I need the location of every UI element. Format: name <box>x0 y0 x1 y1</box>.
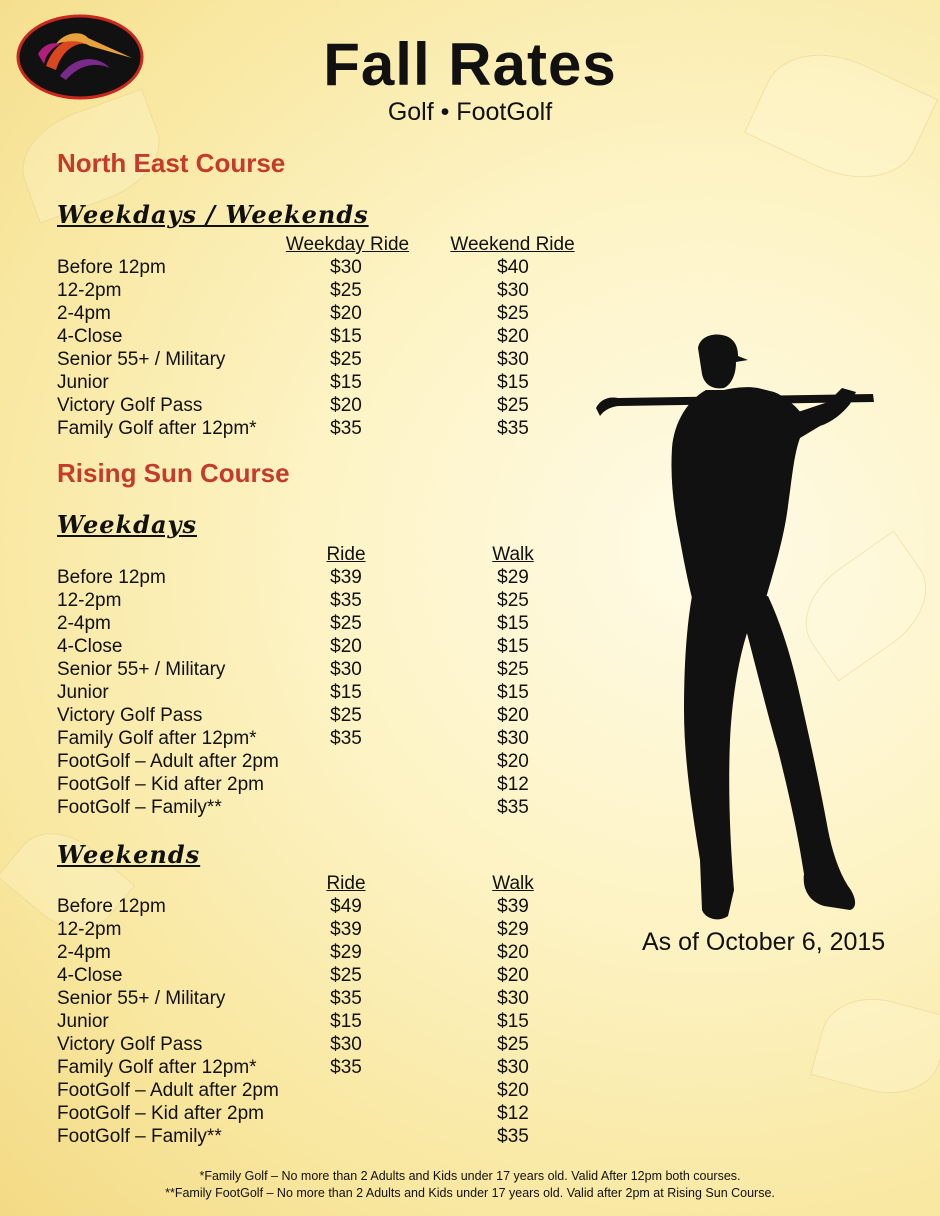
rate-label: Before 12pm <box>57 896 166 917</box>
rate-col2: $25 <box>497 303 529 324</box>
table-row <box>57 1056 617 1079</box>
rate-col2: $30 <box>497 988 529 1009</box>
footnotes <box>0 1168 940 1202</box>
rate-label: Family Golf after 12pm* <box>57 728 257 749</box>
rate-label: 2-4pm <box>57 613 111 634</box>
rate-label: Senior 55+ / Military <box>57 659 226 680</box>
rate-col2: $20 <box>497 942 529 963</box>
table-row <box>57 325 617 348</box>
rate-label: FootGolf – Kid after 2pm <box>57 774 264 795</box>
rate-label: Junior <box>57 1011 109 1032</box>
rate-col2: $30 <box>497 349 529 370</box>
column-header-weekday-ride: Weekday Ride <box>285 234 410 255</box>
rate-col2: $12 <box>497 774 529 795</box>
rate-col2: $20 <box>497 751 529 772</box>
rate-label: 2-4pm <box>57 303 111 324</box>
rate-col1: $35 <box>330 418 362 439</box>
rate-label: Junior <box>57 372 109 393</box>
table-row <box>57 773 617 796</box>
rate-col1: $25 <box>330 349 362 370</box>
table-row <box>57 1033 617 1056</box>
table-row <box>57 612 617 635</box>
table-row <box>57 348 617 371</box>
rate-col2: $12 <box>497 1103 529 1124</box>
rate-col1: $25 <box>330 705 362 726</box>
background-leaf <box>810 986 940 1106</box>
rate-col2: $30 <box>497 280 529 301</box>
table-row <box>57 941 617 964</box>
rate-col1: $25 <box>330 280 362 301</box>
rate-col2: $15 <box>497 1011 529 1032</box>
table-row <box>57 394 617 417</box>
rate-col2: $15 <box>497 636 529 657</box>
column-header-walk: Walk <box>492 873 534 894</box>
table-row <box>57 895 617 918</box>
rate-col2: $25 <box>497 1034 529 1055</box>
rate-label: Before 12pm <box>57 567 166 588</box>
table-row <box>57 1102 617 1125</box>
rate-label: 12-2pm <box>57 919 122 940</box>
rate-label: 4-Close <box>57 326 123 347</box>
rate-col2: $35 <box>497 797 529 818</box>
table-row <box>57 417 617 440</box>
rate-label: Family Golf after 12pm* <box>57 418 257 439</box>
table-row <box>57 796 617 819</box>
page-subtitle: Golf • FootGolf <box>387 98 553 126</box>
rate-col2: $20 <box>497 1080 529 1101</box>
rate-col2: $30 <box>497 1057 529 1078</box>
rate-col1: $35 <box>330 728 362 749</box>
rate-label: Senior 55+ / Military <box>57 349 226 370</box>
rate-label: FootGolf – Adult after 2pm <box>57 1080 279 1101</box>
rate-label: Family Golf after 12pm* <box>57 1057 257 1078</box>
rate-col1: $25 <box>330 613 362 634</box>
table-row <box>57 302 617 325</box>
golfer-silhouette <box>588 330 888 930</box>
rate-label: FootGolf – Kid after 2pm <box>57 1103 264 1124</box>
table-row <box>57 1125 617 1148</box>
column-header-ride: Ride <box>326 873 366 894</box>
rate-label: 2-4pm <box>57 942 111 963</box>
table-row <box>57 1010 617 1033</box>
rate-col2: $39 <box>497 896 529 917</box>
rate-col2: $20 <box>497 705 529 726</box>
rate-col2: $25 <box>497 659 529 680</box>
rate-col1: $15 <box>330 682 362 703</box>
rate-col2: $15 <box>497 682 529 703</box>
column-header-weekend-ride: Weekend Ride <box>450 234 575 255</box>
rate-col1: $20 <box>330 636 362 657</box>
rate-col2: $15 <box>497 372 529 393</box>
rate-col2: $35 <box>497 418 529 439</box>
rate-col1: $39 <box>330 919 362 940</box>
rate-label: 12-2pm <box>57 280 122 301</box>
rate-col1: $30 <box>330 659 362 680</box>
table-row <box>57 279 617 302</box>
rate-col2: $25 <box>497 590 529 611</box>
table-row <box>57 750 617 773</box>
course-heading-rising-sun: Rising Sun Course <box>57 458 290 488</box>
rate-col1: $29 <box>330 942 362 963</box>
rate-label: Victory Golf Pass <box>57 1034 203 1055</box>
rate-col1: $35 <box>330 988 362 1009</box>
rate-label: Victory Golf Pass <box>57 705 203 726</box>
rate-col1: $35 <box>330 1057 362 1078</box>
rate-col1: $15 <box>330 1011 362 1032</box>
rate-col2: $30 <box>497 728 529 749</box>
table-row <box>57 1079 617 1102</box>
rate-col1: $15 <box>330 326 362 347</box>
course-heading-north-east: North East Course <box>57 148 286 178</box>
rate-col1: $30 <box>330 1034 362 1055</box>
table-row <box>57 371 617 394</box>
table-row <box>57 704 617 727</box>
rate-col2: $29 <box>497 567 529 588</box>
rate-label: Before 12pm <box>57 257 166 278</box>
rate-col2: $35 <box>497 1126 529 1147</box>
table-row <box>57 964 617 987</box>
rate-col1: $15 <box>330 372 362 393</box>
section-title-weekdays-weekends: Weekdays / Weekends <box>57 200 369 229</box>
section-title-weekends: Weekends <box>57 840 201 869</box>
rate-label: FootGolf – Family** <box>57 797 222 818</box>
table-row <box>57 918 617 941</box>
column-header-ride: Ride <box>326 544 366 565</box>
table-row <box>57 256 617 279</box>
as-of-date: As of October 6, 2015 <box>642 928 886 956</box>
footnote-family-footgolf: **Family FootGolf – No more than 2 Adults and Kids under 17 years old. Valid after 2pm at Rising Sun Course. <box>165 1186 775 1200</box>
rate-col1: $30 <box>330 257 362 278</box>
rate-col1: $25 <box>330 965 362 986</box>
table-row <box>57 658 617 681</box>
rate-label: 12-2pm <box>57 590 122 611</box>
rate-label: Junior <box>57 682 109 703</box>
table-row <box>57 681 617 704</box>
table-row <box>57 987 617 1010</box>
rate-col1: $49 <box>330 896 362 917</box>
table-row <box>57 566 617 589</box>
rate-label: Senior 55+ / Military <box>57 988 226 1009</box>
rate-col1: $20 <box>330 303 362 324</box>
table-row <box>57 635 617 658</box>
rate-col1: $20 <box>330 395 362 416</box>
rate-col1: $35 <box>330 590 362 611</box>
table-row <box>57 727 617 750</box>
rate-col2: $20 <box>497 326 529 347</box>
footnote-family-golf: *Family Golf – No more than 2 Adults and Kids under 17 years old. Valid After 12pm both courses. <box>199 1169 741 1183</box>
rate-col1: $39 <box>330 567 362 588</box>
rate-col2: $20 <box>497 965 529 986</box>
rate-label: 4-Close <box>57 636 123 657</box>
page-title: Fall Rates <box>323 31 617 98</box>
rate-label: FootGolf – Adult after 2pm <box>57 751 279 772</box>
section-title-weekdays: Weekdays <box>57 510 197 539</box>
rate-label: FootGolf – Family** <box>57 1126 222 1147</box>
table-row <box>57 589 617 612</box>
rate-col2: $40 <box>497 257 529 278</box>
rate-col2: $25 <box>497 395 529 416</box>
rate-col2: $29 <box>497 919 529 940</box>
rate-col2: $15 <box>497 613 529 634</box>
rate-label: 4-Close <box>57 965 123 986</box>
column-header-walk: Walk <box>492 544 534 565</box>
rate-label: Victory Golf Pass <box>57 395 203 416</box>
